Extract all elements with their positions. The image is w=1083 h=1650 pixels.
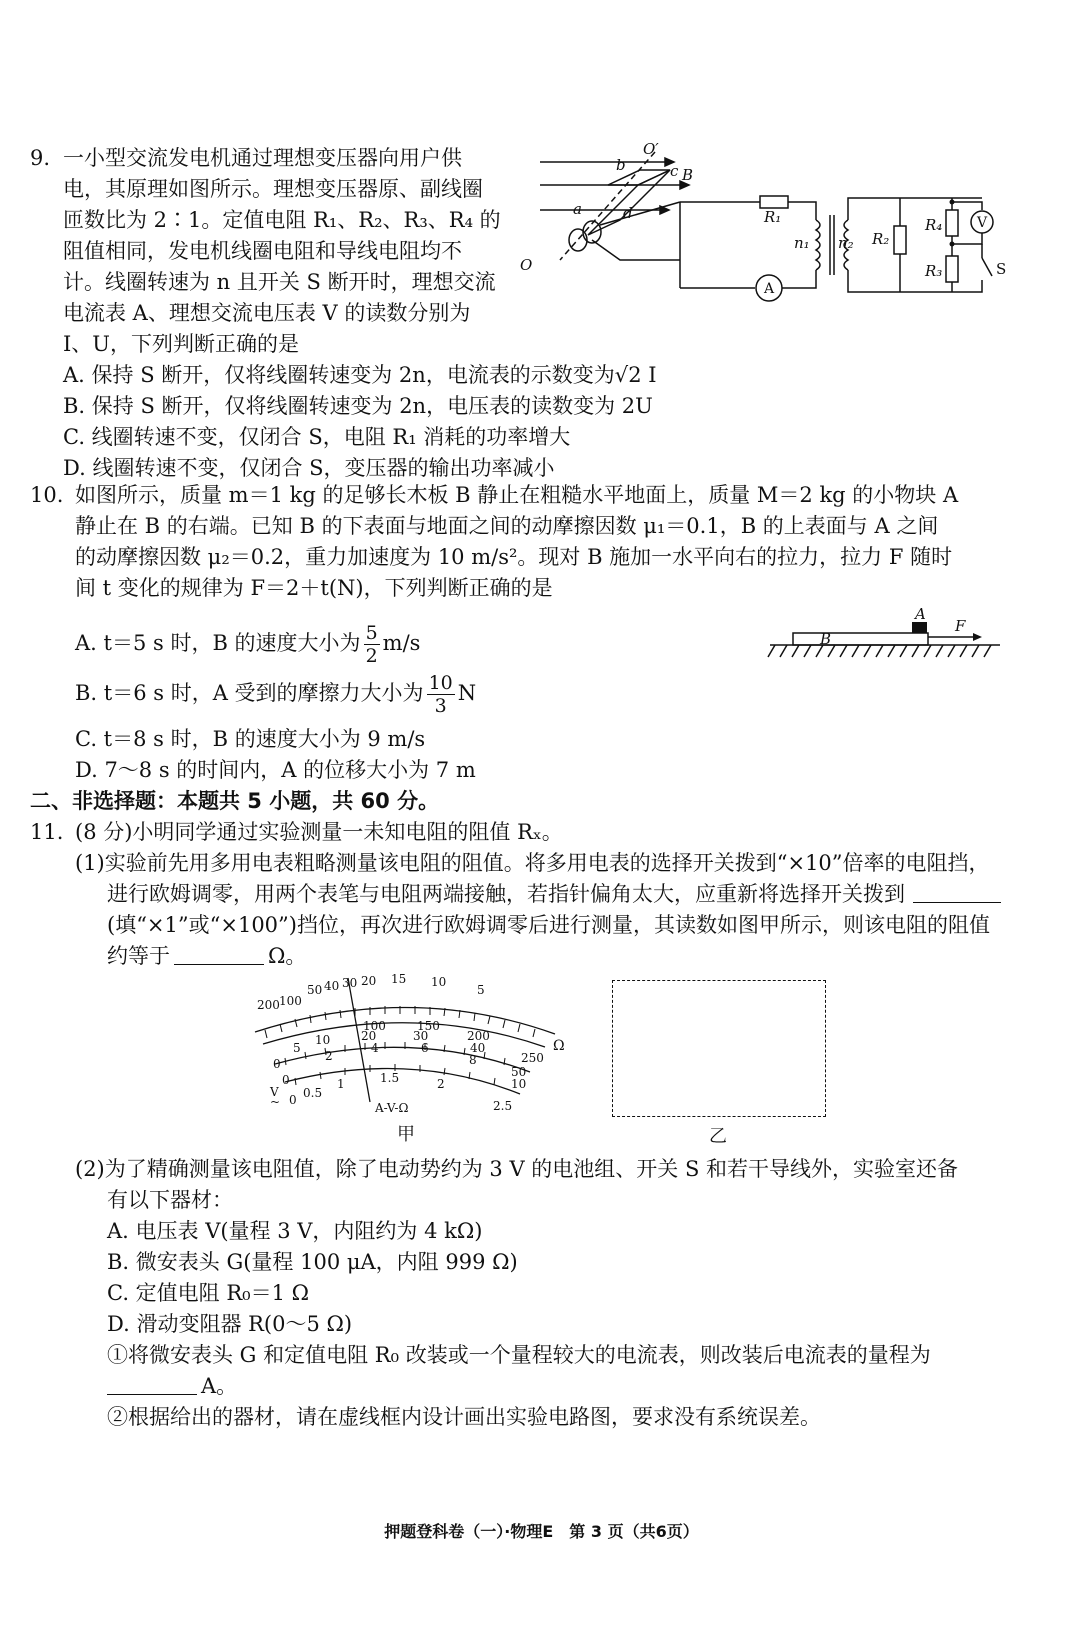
q10-option-b bbox=[75, 668, 476, 718]
q9-line-4: 阻值相同，发电机线圈电阻和导线电阻均不 bbox=[63, 239, 462, 263]
label-R1: R₁ bbox=[764, 208, 782, 226]
ohm-tick-20: 20 bbox=[361, 974, 377, 988]
q9-line-5: 计。线圈转速为 n 且开关 S 断开时，理想交流 bbox=[63, 270, 496, 294]
ampere-unit: A。 bbox=[201, 1374, 238, 1398]
label-d: d bbox=[623, 204, 633, 222]
low-tick-1: 1 bbox=[337, 1077, 345, 1091]
low-tick-0: 0 bbox=[289, 1093, 297, 1107]
ohm-tick-200: 200 bbox=[257, 998, 280, 1012]
ohm-tick-15: 15 bbox=[391, 972, 407, 986]
equipment-c: C. 定值电阻 R₀＝1 Ω bbox=[107, 1281, 310, 1305]
answer-blank-range[interactable] bbox=[913, 880, 1001, 903]
label-a: a bbox=[573, 200, 582, 218]
q11-number: 11. bbox=[30, 820, 64, 844]
fraction-10-3: $\frac{10}{3}$ bbox=[428, 672, 453, 717]
inner-tick-6: 6 bbox=[421, 1041, 429, 1055]
q9-option-d: D. 线圈转速不变，仅闭合 S，变压器的输出功率减小 bbox=[63, 456, 555, 480]
q11-part2-line-1: (2)为了精确测量该电阻值，除了电动势约为 3 V 的电池组、开关 S 和若干导线外，实验室还备 bbox=[75, 1157, 959, 1181]
inner-tick-4: 4 bbox=[371, 1041, 379, 1055]
circuit-design-box[interactable] bbox=[612, 980, 826, 1117]
inner-tick-8: 8 bbox=[469, 1053, 477, 1067]
q11-head: (8 分)小明同学通过实验测量一未知电阻的阻值 Rₓ。 bbox=[75, 820, 563, 844]
q11-step-1-tail bbox=[107, 1371, 237, 1401]
label-board-B: B bbox=[820, 630, 832, 648]
label-R2: R₂ bbox=[872, 230, 890, 248]
label-c: c bbox=[670, 162, 679, 180]
label-R4: R₄ bbox=[925, 216, 943, 234]
q10-line-4: 间 t 变化的规律为 F＝2＋t(N)，下列判断正确的是 bbox=[75, 576, 553, 600]
mid-tick-100: 100 bbox=[363, 1019, 386, 1033]
answer-blank-range-current[interactable] bbox=[107, 1372, 197, 1395]
mid2-tick-30: 30 bbox=[413, 1029, 429, 1043]
q10-option-a-unit: m/s bbox=[382, 631, 421, 655]
ohm-tick-5: 5 bbox=[477, 983, 485, 997]
q9-number: 9. bbox=[30, 146, 51, 170]
mid-tick-250: 250 bbox=[521, 1051, 544, 1065]
q11-part1-line-4 bbox=[107, 941, 306, 971]
mid2-tick-50: 50 bbox=[511, 1065, 527, 1079]
q11-part1-line-2-text: 进行欧姆调零，用两个表笔与电阻两端接触，若指针偏角太大，应重新将选择开关拨到 bbox=[107, 882, 905, 906]
q10-option-b-unit: N bbox=[457, 681, 477, 705]
q10-option-a-text: A. t＝5 s 时，B 的速度大小为 bbox=[75, 631, 361, 655]
q11-part1-line-3: (填“×1”或“×100”)挡位，再次进行欧姆调零后进行测量，其读数如图甲所示，则该电阻的阻值 bbox=[107, 913, 990, 937]
figure-yi-caption: 乙 bbox=[709, 1126, 727, 1147]
low-tick-1.5: 1.5 bbox=[380, 1071, 400, 1085]
multimeter-dial-figure bbox=[245, 972, 575, 1122]
q11-part2-line-2: 有以下器材： bbox=[107, 1188, 233, 1212]
q9-option-a: A. 保持 S 断开，仅将线圈转速变为 2n，电流表的示数变为√2 I bbox=[63, 363, 657, 387]
ohm-tick-40: 40 bbox=[324, 979, 340, 993]
inner-tick-2: 2 bbox=[325, 1049, 333, 1063]
q10-line-2: 静止在 B 的右端。已知 B 的下表面与地面之间的动摩擦因数 μ₁＝0.1，B 的上表面与 A 之间 bbox=[75, 514, 939, 538]
label-O-prime: O′ bbox=[643, 140, 659, 158]
q10-number: 10. bbox=[30, 483, 64, 507]
ohm-tick-30: 30 bbox=[342, 976, 358, 990]
label-b: b bbox=[616, 156, 626, 174]
inner-tick-10: 10 bbox=[511, 1077, 527, 1091]
fraction-5-2: $\frac{5}{2}$ bbox=[365, 622, 378, 667]
omega-symbol: Ω bbox=[553, 1038, 565, 1054]
q9-line-1: 一小型交流发电机通过理想变压器向用户供 bbox=[63, 146, 462, 170]
q11-step-1: ①将微安表头 G 和定值电阻 R₀ 改装或一个量程较大的电流表，则改装后电流表的量程为 bbox=[107, 1343, 931, 1367]
q10-option-a bbox=[75, 618, 420, 668]
label-S: S bbox=[996, 260, 1007, 278]
equipment-d: D. 滑动变阻器 R(0～5 Ω) bbox=[107, 1312, 353, 1336]
tilde-symbol: ~ bbox=[270, 1095, 281, 1109]
q10-option-c: C. t＝8 s 时，B 的速度大小为 9 m/s bbox=[75, 727, 426, 751]
ohm-tick-100: 100 bbox=[279, 994, 302, 1008]
mid-tick-150: 150 bbox=[417, 1019, 440, 1033]
mid2-tick-40: 40 bbox=[470, 1041, 486, 1055]
q9-circuit-figure bbox=[520, 140, 1020, 305]
ohm-tick-50: 50 bbox=[307, 983, 323, 997]
avo-label: A-V-Ω bbox=[375, 1101, 409, 1115]
mid2-tick-0: 0 bbox=[273, 1057, 281, 1071]
page-footer: 押题登科卷（一）·物理E 第 3 页（共6页） bbox=[384, 1522, 699, 1541]
ammeter-label: A bbox=[764, 281, 775, 297]
label-B: B bbox=[682, 166, 694, 184]
q10-option-b-text: B. t＝6 s 时，A 受到的摩擦力大小为 bbox=[75, 681, 424, 705]
q9-line-6: 电流表 A、理想交流电压表 V 的读数分别为 bbox=[63, 301, 471, 325]
q11-step-2: ②根据给出的器材，请在虚线框内设计画出实验电路图，要求没有系统误差。 bbox=[107, 1405, 821, 1429]
mid-tick-200: 200 bbox=[467, 1029, 490, 1043]
mid2-tick-10: 10 bbox=[315, 1033, 331, 1047]
equipment-a: A. 电压表 V(量程 3 V，内阻约为 4 kΩ) bbox=[107, 1219, 483, 1243]
q11-part1-line-4-text: 约等于 bbox=[107, 944, 170, 968]
volt-symbol: V bbox=[270, 1085, 279, 1099]
q10-board-figure bbox=[765, 605, 1005, 665]
q10-line-3: 的动摩擦因数 μ₂＝0.2，重力加速度为 10 m/s²。现对 B 施加一水平向右的拉力，拉力 F 随时 bbox=[75, 545, 953, 569]
q9-line-2: 电，其原理如图所示。理想变压器原、副线圈 bbox=[63, 177, 483, 201]
q11-part1-line-2 bbox=[107, 879, 1001, 909]
ohm-unit: Ω。 bbox=[268, 944, 307, 968]
label-R3: R₃ bbox=[925, 262, 943, 280]
answer-blank-resistance[interactable] bbox=[174, 942, 264, 965]
q9-line-7: I、U，下列判断正确的是 bbox=[63, 332, 299, 356]
label-force-F: F bbox=[955, 617, 966, 635]
low-tick-2: 2 bbox=[437, 1077, 445, 1091]
label-n1: n₁ bbox=[794, 234, 810, 252]
section-2-heading: 二、非选择题：本题共 5 小题，共 60 分。 bbox=[30, 789, 440, 813]
low-tick-0.5: 0.5 bbox=[303, 1086, 323, 1100]
label-block-A: A bbox=[915, 605, 926, 623]
inner-tick-0: 0 bbox=[282, 1073, 290, 1087]
label-O: O bbox=[520, 256, 533, 274]
mid2-tick-20: 20 bbox=[361, 1029, 377, 1043]
mid2-tick-5: 5 bbox=[293, 1041, 301, 1055]
voltmeter-label: V bbox=[977, 215, 988, 231]
q11-part1-line-1: (1)实验前先用多用电表粗略测量该电阻的阻值。将多用电表的选择开关拨到“×10”倍率的电阻挡， bbox=[75, 851, 990, 875]
equipment-b: B. 微安表头 G(量程 100 μA，内阻 999 Ω) bbox=[107, 1250, 518, 1274]
q9-line-3: 匝数比为 2∶1。定值电阻 R₁、R₂、R₃、R₄ 的 bbox=[63, 208, 501, 232]
q10-option-d: D. 7～8 s 的时间内，A 的位移大小为 7 m bbox=[75, 758, 476, 782]
ohm-tick-10: 10 bbox=[431, 975, 447, 989]
q10-line-1: 如图所示，质量 m＝1 kg 的足够长木板 B 静止在粗糙水平地面上，质量 M＝2 kg 的小物块 A bbox=[75, 483, 959, 507]
q9-option-b: B. 保持 S 断开，仅将线圈转速变为 2n，电压表的读数变为 2U bbox=[63, 394, 653, 418]
figure-jia-caption: 甲 bbox=[397, 1124, 415, 1145]
low-tick-2.5: 2.5 bbox=[493, 1099, 513, 1113]
label-n2: n₂ bbox=[838, 234, 854, 252]
q9-option-c: C. 线圈转速不变，仅闭合 S，电阻 R₁ 消耗的功率增大 bbox=[63, 425, 571, 449]
